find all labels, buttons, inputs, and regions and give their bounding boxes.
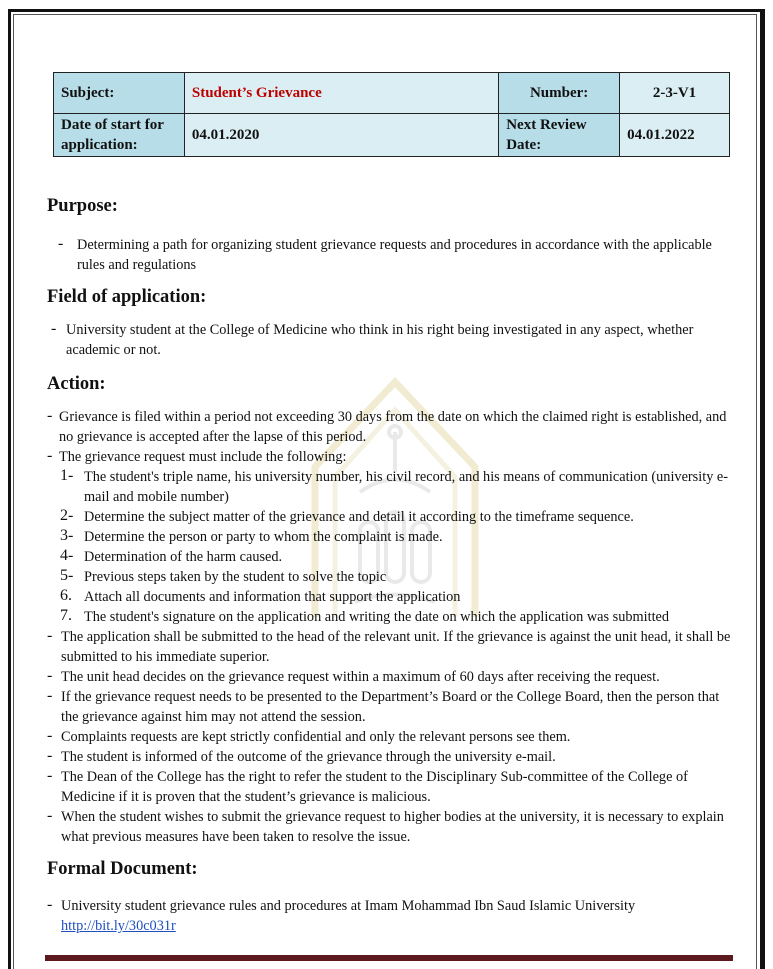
formal-document-item: - University student grievance rules and procedures at Imam Mohammad Ibn Saud Islamic University http://bit.ly/30c031r [47, 896, 636, 934]
list-item: - The application shall be submitted to the head of the relevant unit. If the grievance is against the unit head, it shall be submitted to his immediate superior. [47, 627, 731, 665]
purpose-heading: Purpose: [47, 196, 118, 216]
requirements-list [47, 467, 737, 627]
list-item: 6. Attach all documents and information that support the application [60, 587, 461, 605]
footer-bar [45, 955, 733, 961]
list-item: - When the student wishes to submit the grievance request to higher bodies at the university, it is necessary to explain what previous measures have been taken to resolve the issue. [47, 807, 724, 845]
action-intro-item: - Grievance is filed within a period not exceeding 30 days from the date on which the claimed right is established, and no grievance is accepted after the lapse of this period. [47, 407, 727, 445]
list-item: - The student is informed of the outcome of the grievance through the university e-mail. [47, 747, 556, 765]
list-item: - Complaints requests are kept strictly confidential and only the relevant persons see them. [47, 727, 571, 745]
formal-document-heading: Formal Document: [47, 859, 198, 879]
action-heading: Action: [47, 374, 106, 394]
list-item: - The Dean of the College has the right to refer the student to the Disciplinary Sub-committee of the College of Medicine if it is proven that the student’s grievance is malicious. [47, 767, 688, 805]
purpose-item: - Determining a path for organizing student grievance requests and procedures in accordance with the applicable rules and regulations [58, 235, 712, 273]
formal-document-link[interactable]: http://bit.ly/30c031r [61, 918, 176, 934]
number-value: 2-3-V1 [620, 73, 730, 114]
list-item: 2- Determine the subject matter of the grievance and detail it according to the timeframe sequence. [60, 507, 634, 525]
list-item: 3- Determine the person or party to whom the complaint is made. [60, 527, 443, 545]
review-date-label: Next Review Date: [499, 114, 620, 157]
list-item: 4- Determination of the harm caused. [60, 547, 283, 565]
list-item: 5- Previous steps taken by the student to solve the topic [60, 567, 387, 585]
subject-value: Student’s Grievance [184, 73, 498, 114]
subject-label: Subject: [54, 73, 185, 114]
review-date-value: 04.01.2022 [620, 114, 730, 157]
number-label: Number: [499, 73, 620, 114]
field-item: - University student at the College of Medicine who think in his right being investigated in any aspect, whether academic or not. [51, 320, 694, 358]
list-item: 1- The student's triple name, his university number, his civil record, and his means of communication (university e-mail and mobile number) [60, 467, 729, 505]
start-date-value: 04.01.2020 [184, 114, 498, 157]
list-item: 7. The student's signature on the application and writing the date on which the application was submitted [60, 607, 670, 625]
action-intro-item: - The grievance request must include the following: [47, 447, 347, 465]
start-date-label: Date of start for application: [54, 114, 185, 157]
document-header-table [53, 72, 730, 157]
list-item: - The unit head decides on the grievance request within a maximum of 60 days after receiving the request. [47, 667, 660, 685]
list-item: - If the grievance request needs to be presented to the Department’s Board or the College Board, then the person that the grievance against him may not attend the session. [47, 687, 720, 725]
rules-list [47, 627, 737, 847]
document-body [47, 190, 737, 936]
field-heading: Field of application: [47, 287, 207, 307]
